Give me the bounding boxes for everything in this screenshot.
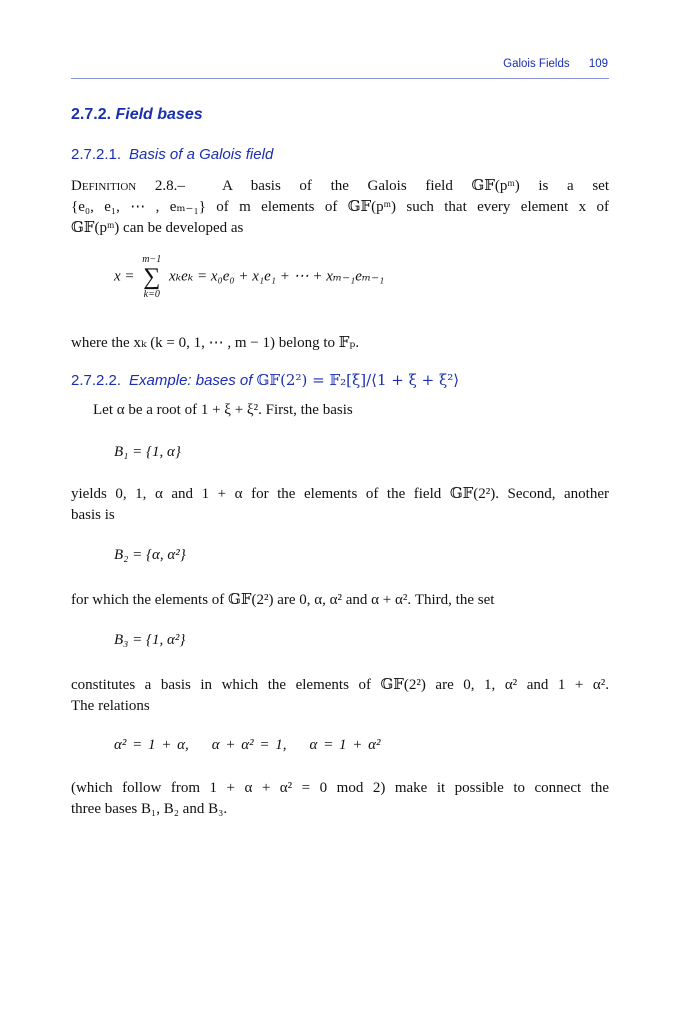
sigma-icon: ∑: [143, 264, 161, 290]
section-title: Field bases: [115, 106, 203, 123]
definition-block: [71, 176, 609, 239]
definition-number: 2.8.–: [154, 178, 185, 194]
running-header: [503, 58, 608, 70]
subsection-heading-2: [71, 371, 459, 389]
text-after-b3-line-1: constitutes a basis in which the elements of 𝔾𝔽(2²) are 0, 1, α² and 1 + α².: [71, 677, 609, 693]
section-number: 2.7.2.: [71, 106, 112, 123]
definition-line-1: [71, 176, 609, 197]
example-intro: Let α be a root of 1 + ξ + ξ². First, the basis: [93, 402, 353, 418]
equation-b1: B₁ = {1, α}: [114, 444, 181, 460]
equation-b2: B₂ = {α, α²}: [114, 547, 186, 563]
definition-line-2: {e₀, e₁, ⋯ , eₘ₋₁} of m elements of 𝔾𝔽(pᵐ) such that every element x of: [71, 199, 609, 215]
equation-sum-rhs: xₖeₖ = x₀e₀ + x₁e₁ + ⋯ + xₘ₋₁eₘ₋₁: [169, 268, 385, 285]
sum-lower-limit: k=0: [143, 289, 160, 300]
sum-upper-limit: m−1: [142, 254, 162, 265]
subsection-1-title: Basis of a Galois field: [129, 146, 274, 163]
text-after-b3-line-2: The relations: [71, 698, 150, 714]
text-after-equation-1: where the xₖ (k = 0, 1, ⋯ , m − 1) belong to 𝔽ₚ.: [71, 335, 360, 351]
closing-line-2: three bases B₁, B₂ and B₃.: [71, 801, 228, 817]
closing-line-1: (which follow from 1 + α + α² = 0 mod 2) make it possible to connect the: [71, 780, 609, 796]
closing-paragraph: [71, 778, 609, 820]
text-after-b1: [71, 484, 609, 526]
equation-relations: α² = 1 + α, α + α² = 1, α = 1 + α²: [114, 737, 381, 753]
text-after-b3: [71, 675, 609, 717]
text-after-b1-line-1: yields 0, 1, α and 1 + α for the elements of the field 𝔾𝔽(2²). Second, another: [71, 486, 609, 502]
page-number: 109: [588, 58, 608, 70]
text-after-b1-line-2: basis is: [71, 507, 115, 523]
subsection-2-title: Example: bases of: [129, 372, 253, 389]
equation-sum-lhs: x =: [114, 268, 135, 285]
equation-sum: [114, 254, 384, 300]
summation: [142, 254, 161, 300]
definition-line-3: 𝔾𝔽(pᵐ) can be developed as: [71, 220, 244, 236]
running-title: Galois Fields: [503, 58, 570, 70]
subsection-2-number: 2.7.2.2.: [71, 372, 122, 389]
definition-text-1: A basis of the Galois field 𝔾𝔽(pᵐ) is a set: [222, 178, 609, 194]
header-rule: [71, 78, 609, 79]
subsection-2-title-math: 𝔾𝔽(2²) = 𝔽₂[ξ]/⟨1 + ξ + ξ²⟩: [256, 371, 460, 389]
section-heading: [71, 106, 203, 124]
subsection-1-number: 2.7.2.1.: [71, 146, 122, 163]
definition-label: Definition: [71, 178, 137, 194]
equation-b3: B₃ = {1, α²}: [114, 632, 186, 648]
subsection-heading-1: [71, 146, 273, 163]
text-after-b2: for which the elements of 𝔾𝔽(2²) are 0, α, α² and α + α². Third, the set: [71, 592, 495, 608]
